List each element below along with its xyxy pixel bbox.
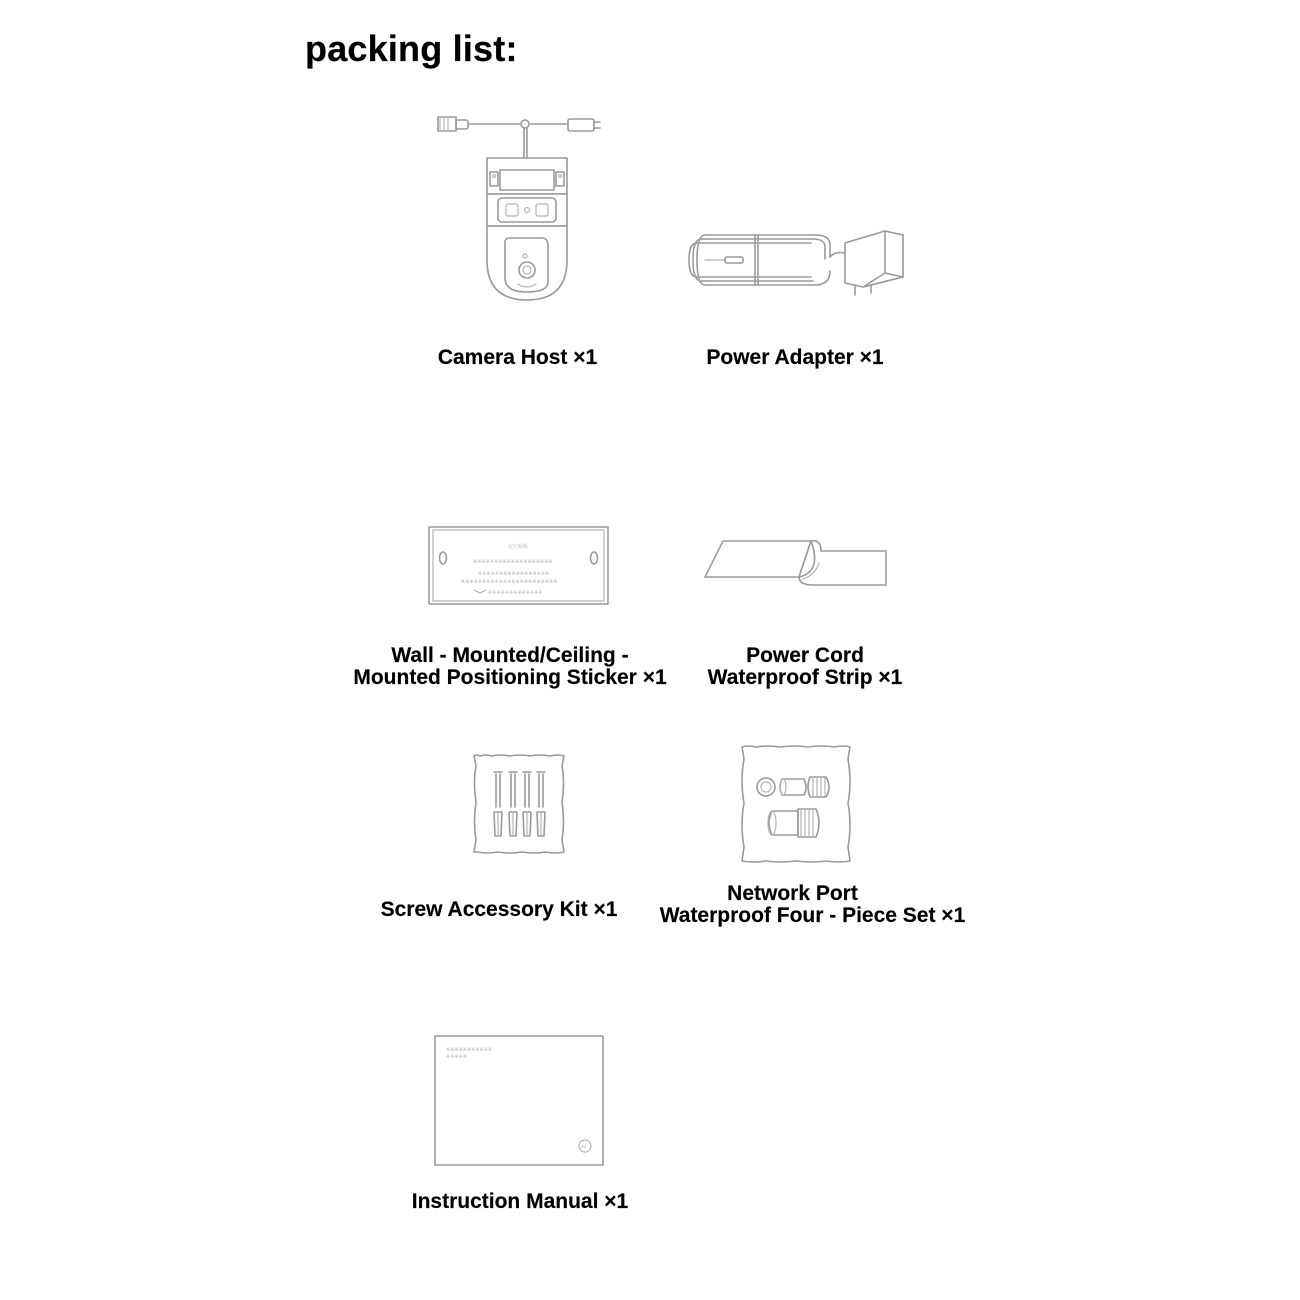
svg-text:mi: mi <box>581 1144 587 1149</box>
svg-text:※※※※※※※※※※※※※※※※※※※※※※※: ※※※※※※※※※※※※※※※※※※※※※※※ <box>461 579 558 585</box>
svg-text:※※※※※: ※※※※※ <box>446 1054 467 1060</box>
power-adapter-label: Power Adapter ×1 <box>706 346 884 369</box>
instruction-manual-icon <box>434 1035 605 1167</box>
page-title: packing list: <box>305 28 518 69</box>
svg-text:※※※※※※※※※※※※※: ※※※※※※※※※※※※※ <box>488 590 543 596</box>
camera-host-label: Camera Host ×1 <box>437 346 598 369</box>
svg-text:※※※※※※※※※※※※※※※※※※※: ※※※※※※※※※※※※※※※※※※※ <box>473 559 553 565</box>
svg-text:※※※※※※※※※※※※※※※※※: ※※※※※※※※※※※※※※※※※ <box>478 571 550 577</box>
positioning-sticker-label: Wall - Mounted/Ceiling - Mounted Positioning Sticker ×1 <box>353 644 667 689</box>
network-port-set-label: Network Port Waterproof Four - Piece Set ×1 <box>659 882 966 927</box>
instruction-manual-label: Instruction Manual ×1 <box>411 1190 629 1213</box>
screw-kit-icon <box>470 752 568 856</box>
svg-text:※※※※※※※※※※※: ※※※※※※※※※※※ <box>446 1047 493 1053</box>
svg-text:定位贴纸: 定位贴纸 <box>508 544 529 550</box>
camera-host-icon <box>430 110 610 310</box>
screw-kit-label: Screw Accessory Kit ×1 <box>380 898 618 921</box>
network-port-set-icon <box>738 743 854 865</box>
waterproof-strip-icon <box>703 535 888 590</box>
power-adapter-icon <box>685 225 910 300</box>
positioning-sticker-icon <box>428 526 610 606</box>
waterproof-strip-label: Power Cord Waterproof Strip ×1 <box>707 644 903 689</box>
